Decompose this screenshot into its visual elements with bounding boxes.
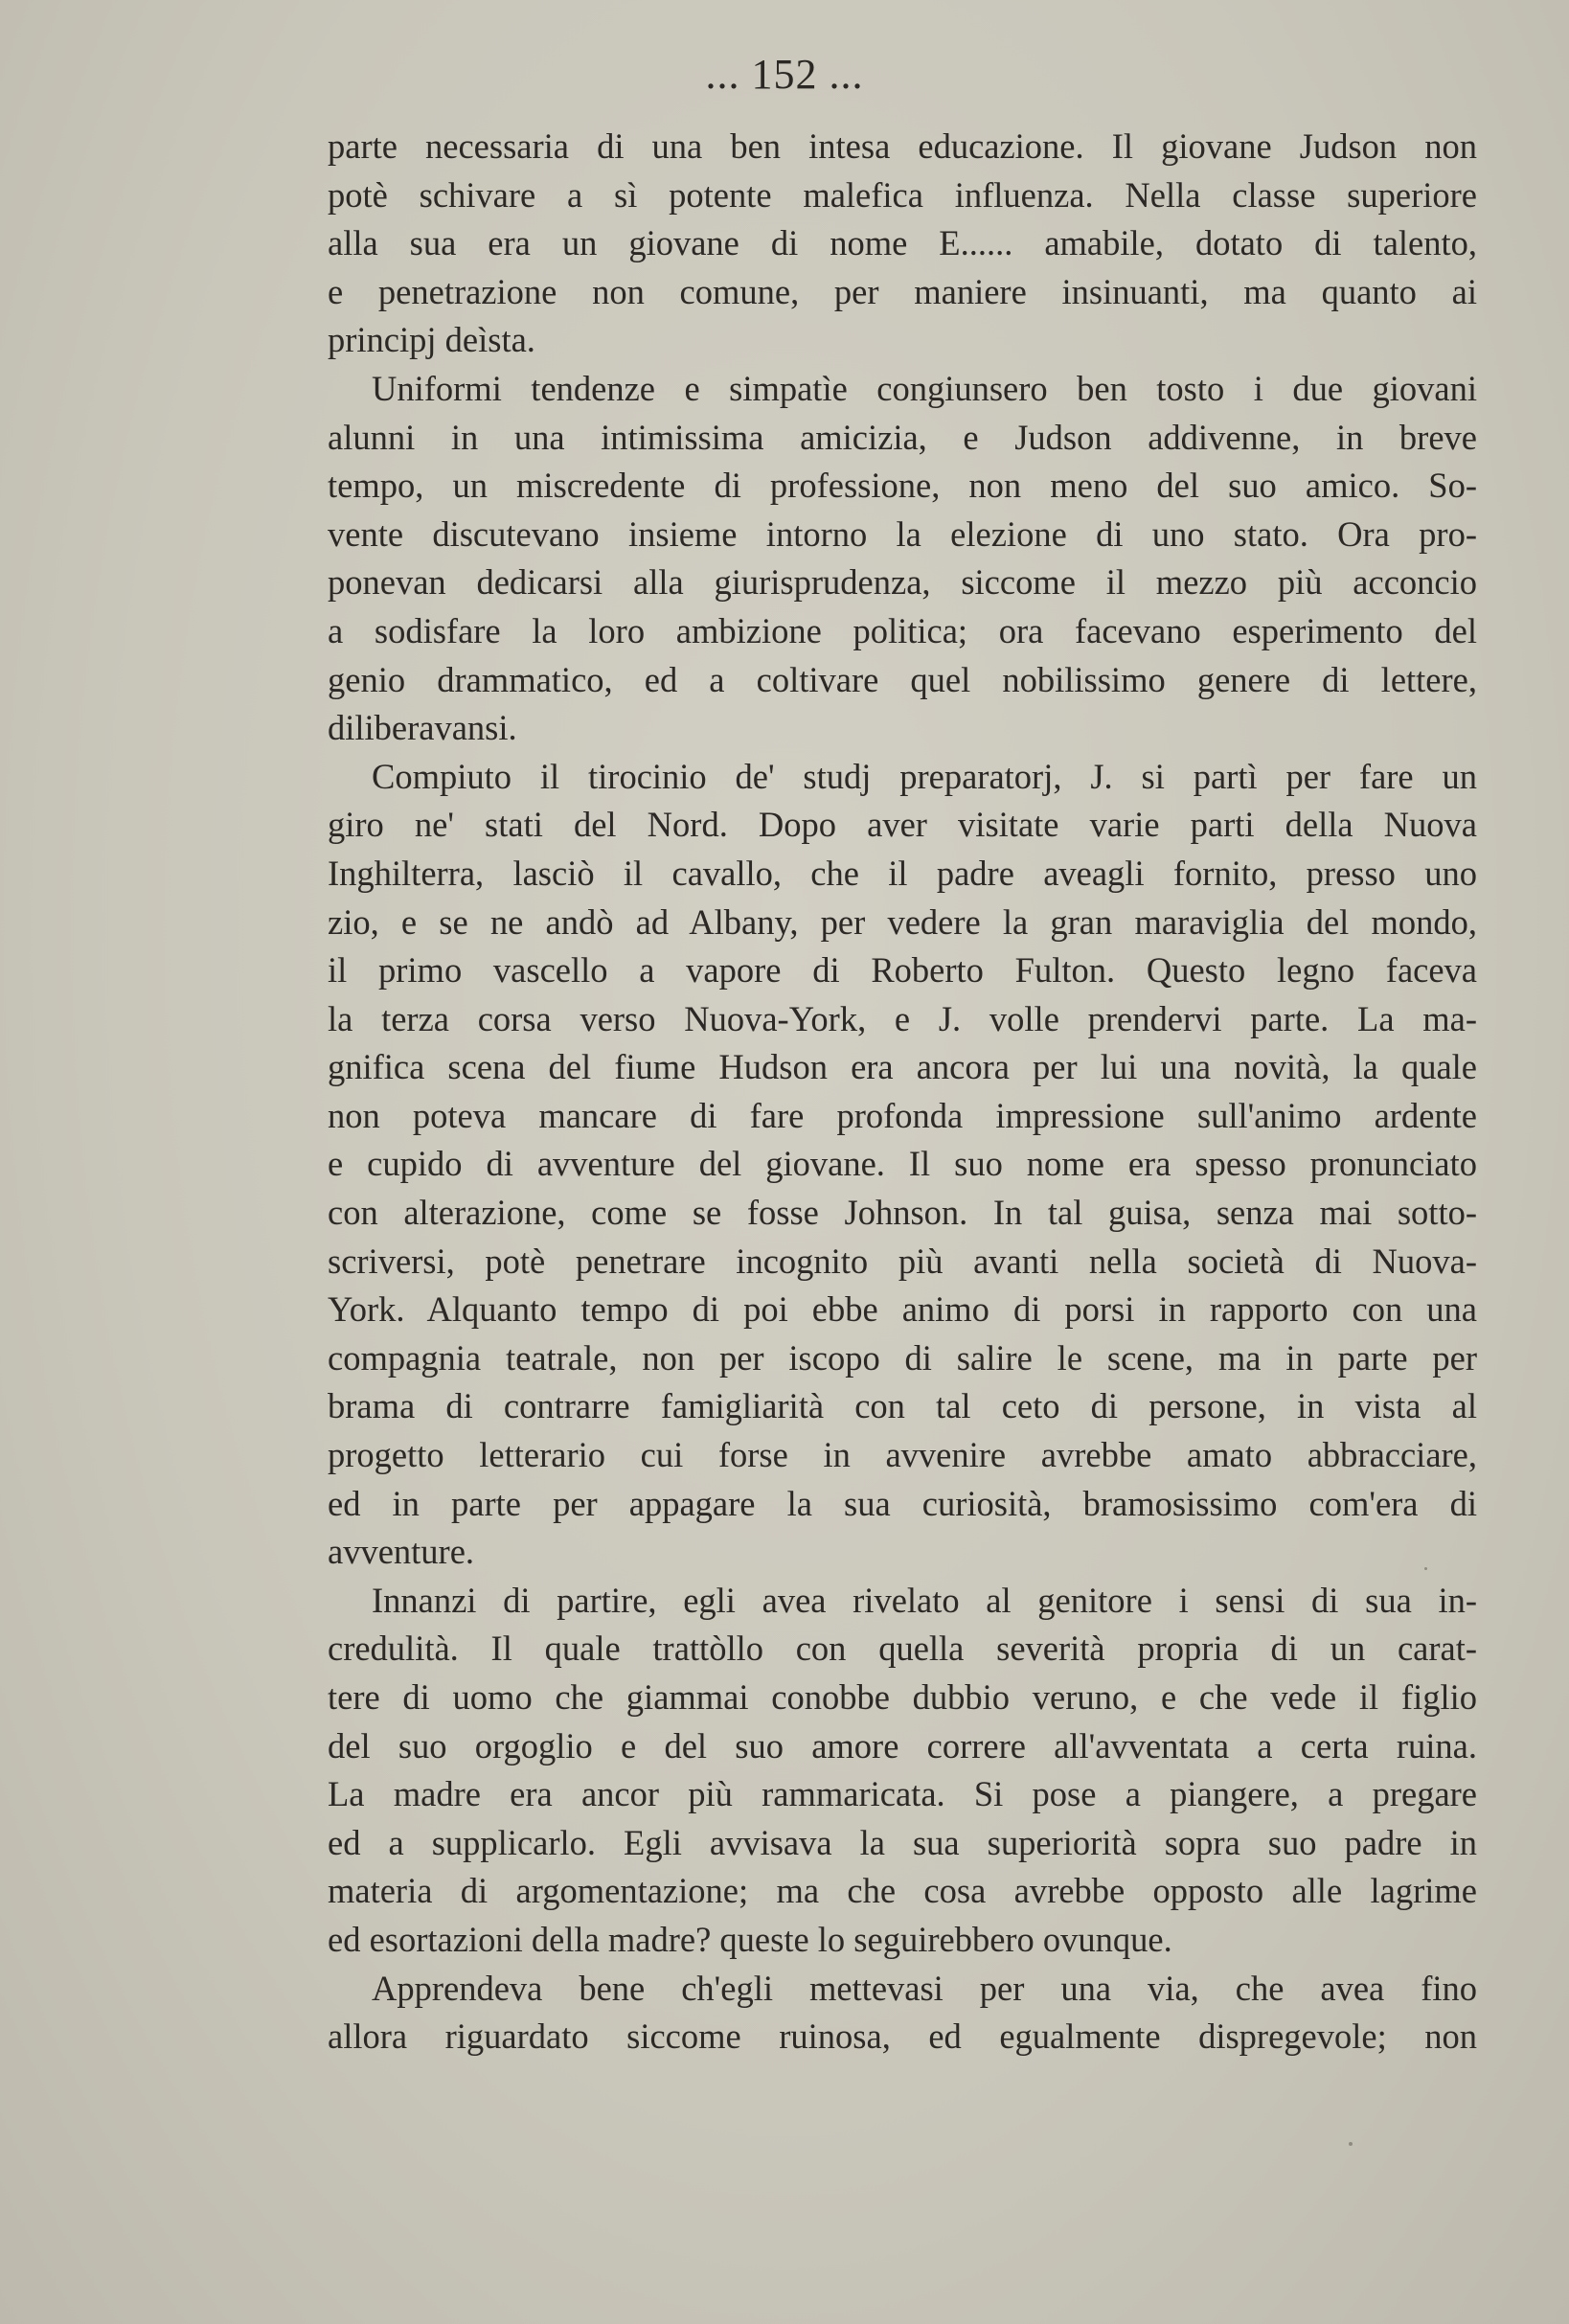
text-line: potè schivare a sì potente malefica influenza. Nella classe superiore [328,174,1477,215]
text-line: La madre era ancor più rammaricata. Si pose a piangere, a pregare [328,1774,1477,1814]
text-line: ed esortazioni della madre? queste lo seguirebbero ovunque. [328,1919,1172,1959]
text-line: credulità. Il quale trattòllo con quella severità propria di un carat- [328,1629,1477,1669]
text-line: avventure. [328,1532,475,1572]
text-line: diliberavansi. [328,708,517,748]
text-line: York. Alquanto tempo di poi ebbe animo di porsi in rapporto con una [328,1289,1477,1330]
text-line: Uniformi tendenze e simpatìe congiunsero ben tosto i due giovani [372,368,1477,408]
text-line: brama di contrarre famigliarità con tal ceto di persone, in vista al [328,1386,1477,1426]
text-line: del suo orgoglio e del suo amore correre all'avventata a certa ruina. [328,1725,1477,1766]
text-line: progetto letterario cui forse in avvenire avrebbe amato abbracciare, [328,1435,1477,1475]
text-line: genio drammatico, ed a coltivare quel nobilissimo genere di lettere, [328,659,1477,699]
text-line: ed in parte per appagare la sua curiosità, bramosissimo com'era di [328,1483,1477,1523]
text-line: giro ne' stati del Nord. Dopo aver visitate varie parti della Nuova [328,805,1477,845]
paper-speck [1349,2142,1353,2146]
text-line: non poteva mancare di fare profonda impressione sull'animo ardente [328,1095,1477,1135]
text-line: gnifica scena del fiume Hudson era ancora per lui una novità, la quale [328,1047,1477,1087]
text-line: alunni in una intimissima amicizia, e Judson addivenne, in breve [328,417,1477,457]
text-line: con alterazione, come se fosse Johnson. In tal guisa, senza mai sotto- [328,1193,1477,1233]
text-line: a sodisfare la loro ambizione politica; ora facevano esperimento del [328,610,1477,650]
text-line: ponevan dedicarsi alla giurisprudenza, siccome il mezzo più acconcio [328,562,1477,603]
text-line: alla sua era un giovane di nome E...... amabile, dotato di talento, [328,223,1477,263]
text-line: Innanzi di partire, egli avea rivelato al genitore i sensi di sua in- [372,1580,1477,1620]
text-line: la terza corsa verso Nuova-York, e J. volle prendervi parte. La ma- [328,998,1477,1038]
text-line: Inghilterra, lasciò il cavallo, che il padre aveagli fornito, presso uno [328,853,1477,893]
paper-speck [1424,1567,1427,1570]
text-line: ed a supplicarlo. Egli avvisava la sua superiorità sopra suo padre in [328,1822,1477,1862]
text-line: allora riguardato siccome ruinosa, ed egualmente dispregevole; non [328,2016,1477,2057]
text-line: e penetrazione non comune, per maniere insinuanti, ma quanto ai [328,271,1477,311]
text-line: tempo, un miscredente di professione, non meno del suo amico. So- [328,466,1477,506]
text-line: parte necessaria di una ben intesa educazione. Il giovane Judson non [328,126,1477,166]
text-line: materia di argomentazione; ma che cosa avrebbe opposto alle lagrime [328,1871,1477,1911]
text-line: Compiuto il tirocinio de' studj preparatorj, J. si partì per fare un [372,756,1477,796]
text-line: il primo vascello a vapore di Roberto Fulton. Questo legno faceva [328,950,1477,991]
text-line: tere di uomo che giammai conobbe dubbio veruno, e che vede il figlio [328,1677,1477,1717]
text-line: zio, e se ne andò ad Albany, per vedere la gran maraviglia del mondo, [328,901,1477,942]
text-line: scriversi, potè penetrare incognito più avanti nella società di Nuova- [328,1241,1477,1281]
text-line: vente discutevano insieme intorno la elezione di uno stato. Ora pro- [328,513,1477,554]
text-line: e cupido di avventure del giovane. Il suo nome era spesso pronunciato [328,1144,1477,1184]
text-line: principj deìsta. [328,320,535,360]
page-number: ... 152 ... [705,51,864,98]
body-text [328,123,1477,2062]
text-line: Apprendeva bene ch'egli mettevasi per una via, che avea fino [372,1968,1477,2008]
text-line: compagnia teatrale, non per iscopo di salire le scene, ma in parte per [328,1337,1477,1378]
